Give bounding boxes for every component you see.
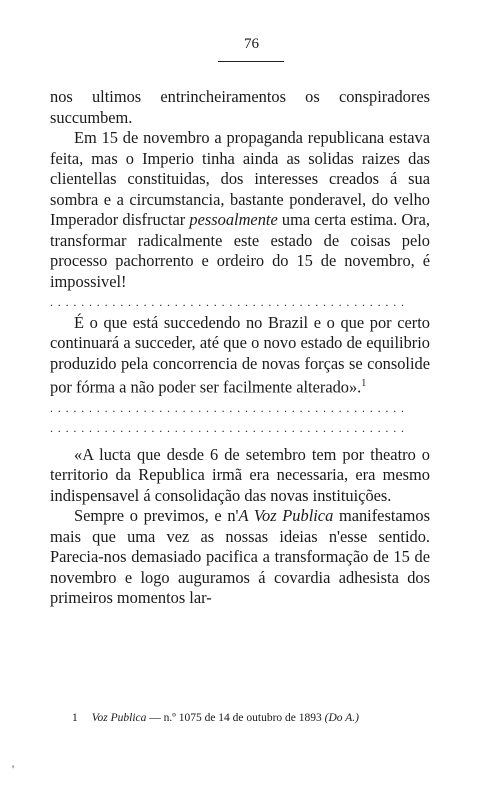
page-number: 76	[244, 36, 259, 52]
paragraph	[50, 506, 430, 609]
text-run: Em 15 de novembro a propaganda republicana estava feita, mas o Imperio tinha ainda as solidas raizes das clientellas constituidas, dos interesses creados á sua sombra e a circumstancia, bastante ponderavel, do velho Imperador disfructar	[50, 128, 430, 229]
header-rule	[218, 61, 284, 62]
ellipsis-divider: ..............................................	[50, 421, 409, 436]
paragraph: nos ultimos entrincheiramentos os conspiradores succumbem.	[50, 87, 430, 127]
emphasis: A Voz Publica	[238, 506, 334, 526]
ellipsis-divider: ..............................................	[50, 400, 409, 415]
footnote-text: — n.º 1075 de 14 de outubro de 1893	[146, 712, 325, 724]
paragraph	[50, 313, 430, 398]
footnote-ref: (Do A.)	[324, 712, 359, 724]
page-body	[50, 87, 430, 609]
text-run: Sempre o previmos, e n'	[74, 506, 239, 526]
paragraph	[50, 128, 430, 292]
text-run: uma certa estima. Ora, transformar radicalmente este estado de coisas pelo processo pachorrento e ordeiro do 15 de novembro, é impossivel!	[50, 210, 430, 291]
paragraph: «A lucta que desde 6 de setembro tem por theatro o territorio da Republica irmã era necessaria, era mesmo indispensavel á consolidação das novas instituições.	[50, 444, 430, 505]
emphasis: pessoalmente	[189, 210, 278, 229]
footnote-marker: 1	[361, 378, 367, 389]
footnote-source: Voz Publica	[91, 712, 147, 724]
footnote	[72, 712, 442, 724]
margin-mark: '	[12, 762, 15, 776]
text-run: manifestamos mais que uma vez as nossas ideias n'esse sentido. Parecia-nos demasiado pacifica a transformação de 15 de novembro e logo auguramos á covardia adhesista dos primeiros momentos lar-	[50, 506, 430, 608]
text-run: É o que está succedendo no Brazil e o que por certo continuará a succeder, até que o novo estado de equilibrio produzido pela concorrencia de novas forças se consolide por fórma a não poder ser facilmente alterado».	[50, 312, 430, 397]
ellipsis-divider: ..............................................	[50, 295, 409, 309]
footnote-number: 1	[72, 712, 78, 724]
